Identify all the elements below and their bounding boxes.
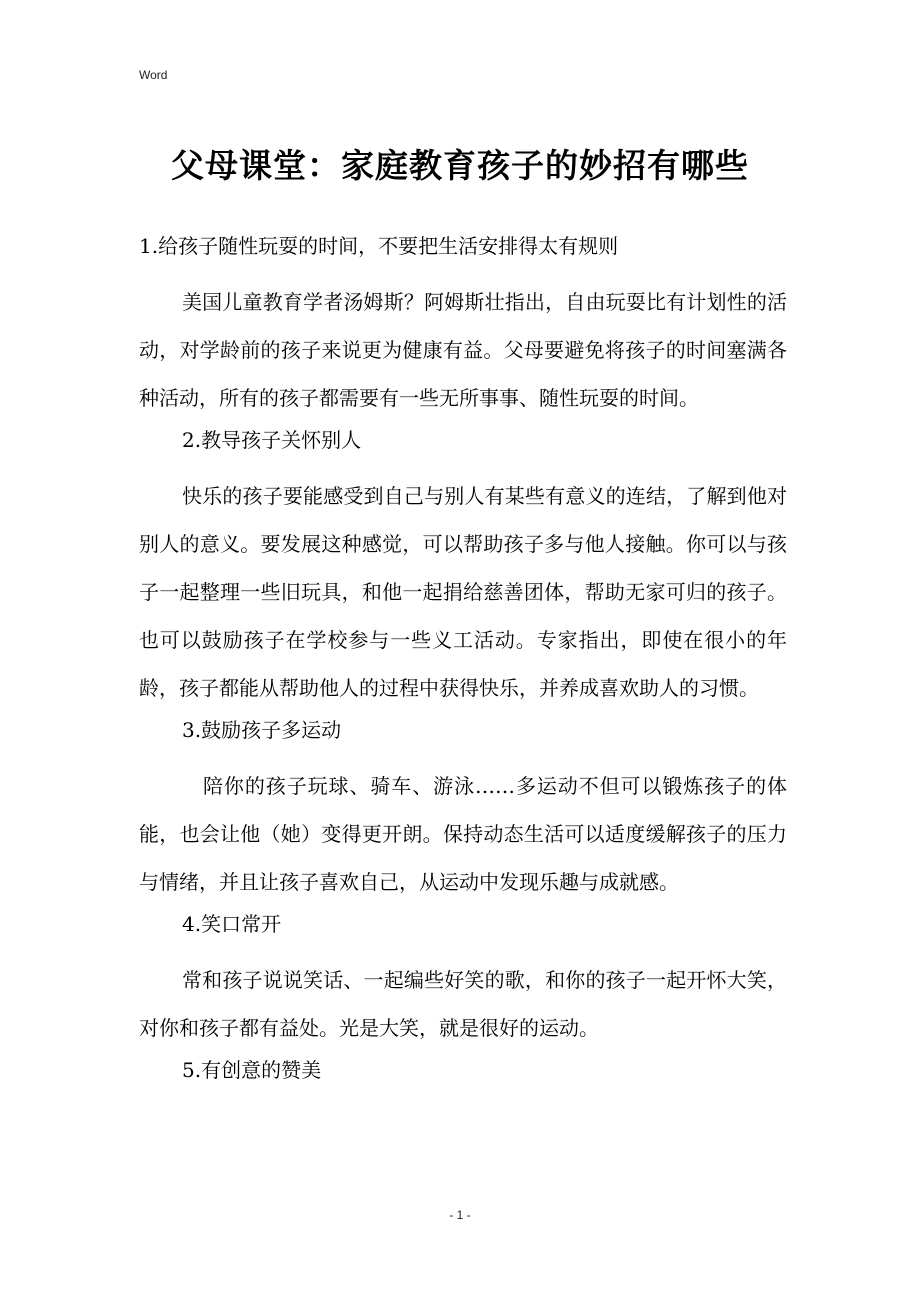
document-body (139, 228, 787, 1102)
section-heading-3: 3.鼓励孩子多运动 (182, 718, 342, 742)
section-paragraph-3: 陪你的孩子玩球、骑车、游泳……多运动不但可以锻炼孩子的体能，也会让他（她）变得更开朗。保持动态生活可以适度缓解孩子的压力与情绪，并且让孩子喜欢自己，从运动中发现乐趣与成就感。 (139, 774, 787, 894)
section-heading-1: 1.给孩子随性玩耍的时间，不要把生活安排得太有规则 (139, 234, 619, 258)
section-paragraph-2: 快乐的孩子要能感受到自己与别人有某些有意义的连结，了解到他对别人的意义。要发展这种感觉，可以帮助孩子多与他人接触。你可以与孩子一起整理一些旧玩具，和他一起捐给慈善团体，帮助无家可归的孩子。也可以鼓励孩子在学校参与一些义工活动。专家指出，即使在很小的年龄，孩子都能从帮助他人的过程中获得快乐，并养成喜欢助人的习惯。 (139, 484, 787, 700)
section-paragraph-1: 美国儿童教育学者汤姆斯？阿姆斯壮指出，自由玩耍比有计划性的活动，对学龄前的孩子来说更为健康有益。父母要避免将孩子的时间塞满各种活动，所有的孩子都需要有一些无所事事、随性玩耍的时间。 (139, 290, 787, 410)
document-title: 父母课堂：家庭教育孩子的妙招有哪些 (171, 146, 749, 185)
section-heading-2: 2.教导孩子关怀别人 (182, 428, 362, 452)
section-heading-4: 4.笑口常开 (182, 912, 282, 936)
app-label: Word (139, 68, 168, 82)
page-number: - 1 - (449, 1208, 471, 1222)
section-heading-5: 5.有创意的赞美 (182, 1058, 322, 1082)
section-paragraph-4: 常和孩子说说笑话、一起编些好笑的歌，和你的孩子一起开怀大笑，对你和孩子都有益处。光是大笑，就是很好的运动。 (139, 968, 787, 1040)
